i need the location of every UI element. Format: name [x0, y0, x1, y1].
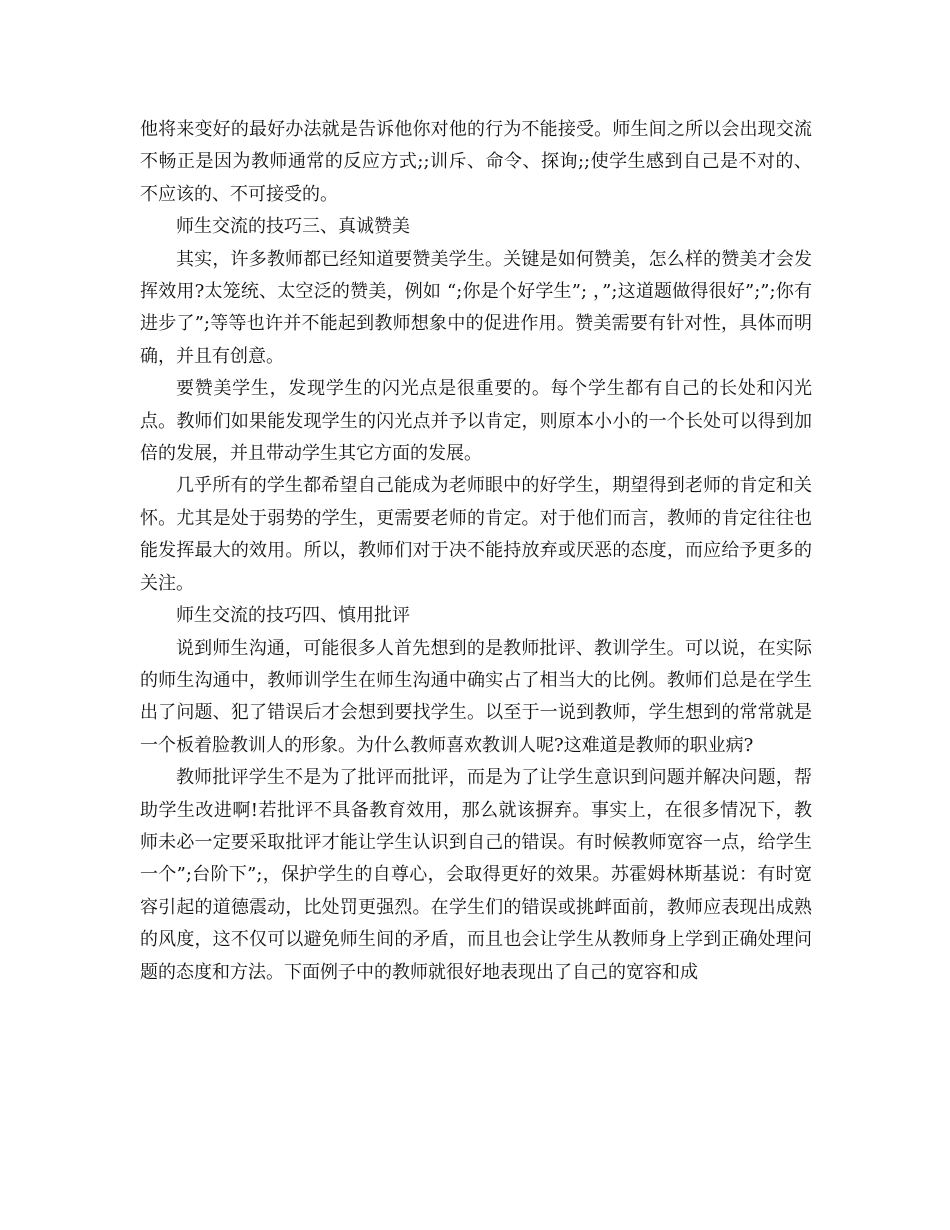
document-body: [140, 114, 812, 989]
paragraph-2: 其实，许多教师都已经知道要赞美学生。关键是如何赞美，怎么样的赞美才会发挥效用?太笼统、太空泛的赞美，例如 “;你是个好学生”; ，”;这道题做得很好”;”;你有进步了”;等等也许并不能起到教师想象中的促进作用。赞美需要有针对性，具体而明确，并且有创意。: [140, 248, 812, 367]
paragraph-4: 几乎所有的学生都希望自己能成为老师眼中的好学生，期望得到老师的肯定和关怀。尤其是处于弱势的学生，更需要老师的肯定。对于他们而言，教师的肯定往往也能发挥最大的效用。所以，教师们对于决不能持放弃或厌恶的态度，而应给予更多的关注。: [140, 475, 812, 594]
section-heading-4: 师生交流的技巧四、慎用批评: [176, 605, 410, 627]
paragraph-5: 说到师生沟通，可能很多人首先想到的是教师批评、教训学生。可以说，在实际的师生沟通中，教师训学生在师生沟通中确实占了相当大的比例。教师们总是在学生出了问题、犯了错误后才会想到要找学生。以至于一说到教师，学生想到的常常就是一个板着脸教训人的形象。为什么教师喜欢教训人呢?这难道是教师的职业病?: [140, 637, 812, 756]
paragraph-3: 要赞美学生，发现学生的闪光点是很重要的。每个学生都有自己的长处和闪光点。教师们如果能发现学生的闪光点并予以肯定，则原本小小的一个长处可以得到加倍的发展，并且带动学生其它方面的发展。: [140, 378, 812, 465]
section-heading-3: 师生交流的技巧三、真诚赞美: [176, 216, 410, 238]
paragraph-6: 教师批评学生不是为了批评而批评，而是为了让学生意识到问题并解决问题，帮助学生改进啊!若批评不具备教育效用，那么就该摒弃。事实上，在很多情况下，教师未必一定要采取批评才能让学生认识到自己的错误。有时候教师宽容一点，给学生一个”;台阶下”;，保护学生的自尊心，会取得更好的效果。苏霍姆林斯基说：有时宽容引起的道德震动，比处罚更强烈。在学生们的错误或挑衅面前，教师应表现出成熟的风度，这不仅可以避免师生间的矛盾，而且也会让学生从教师身上学到正确处理问题的态度和方法。下面例子中的教师就很好地表现出了自己的宽容和成: [140, 767, 812, 983]
paragraph-1: 他将来变好的最好办法就是告诉他你对他的行为不能接受。师生间之所以会出现交流不畅正是因为教师通常的反应方式;;训斥、命令、探询;;使学生感到自己是不对的、不应该的、不可接受的。: [140, 119, 812, 205]
